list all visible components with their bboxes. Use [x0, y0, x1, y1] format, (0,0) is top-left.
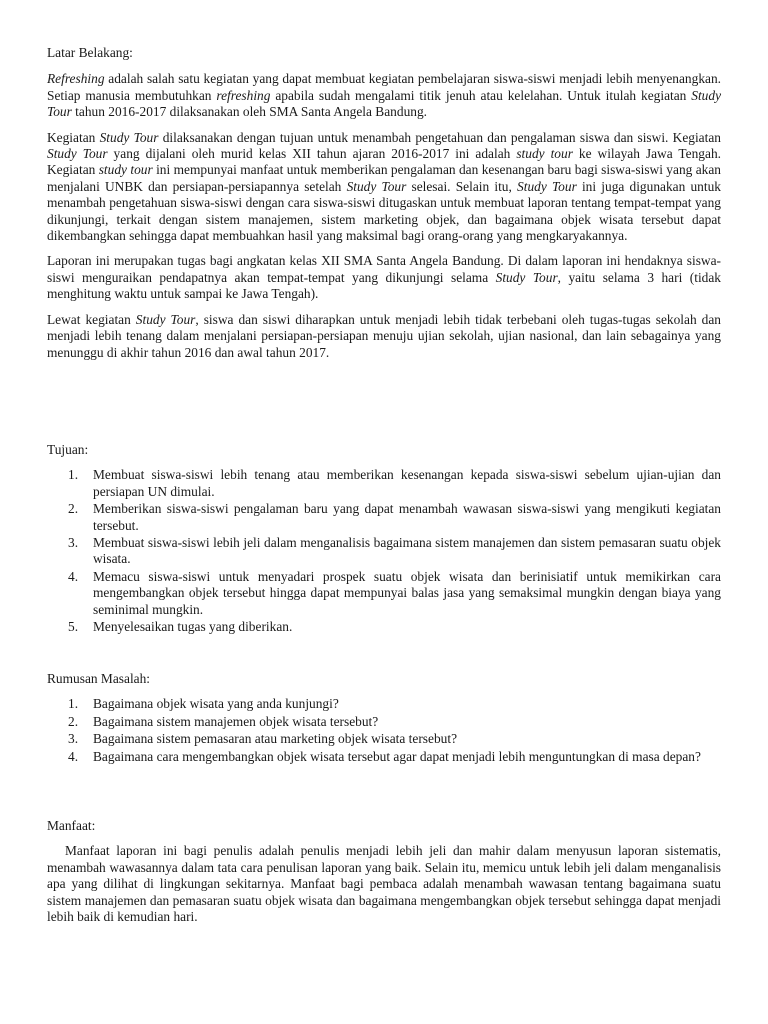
tujuan-list — [47, 467, 721, 635]
italic-term: Study Tour — [99, 129, 159, 145]
manfaat-paragraph: Manfaat laporan ini bagi penulis adalah penulis menjadi lebih jeli dan mahir dalam menyusun laporan sistematis, menambah wawasannya dalam tata cara penulisan laporan yang baik. Selain itu, memicu untuk lebih jeli dalam menganalisis apa yang dilihat di lingkungan sekitarnya. Manfaat bagi pembaca adalah menambah wawasan tentang bagaimana suatu sistem manajemen dan pemasaran suatu objek wisata dan bagaimana mengembangkan objek tersebut sehingga dapat menjadi lebih baik di kemudian hari. — [47, 843, 721, 925]
document-body — [47, 45, 722, 925]
list-number: 5. — [68, 619, 79, 635]
list-item — [47, 619, 721, 635]
text-run: adalah salah satu kegiatan yang dapat membuat kegiatan pembelajaran siswa-siswi menjadi lebih menyenangkan. Setiap manusia membutuhkan — [47, 71, 721, 103]
latar-paragraph-1 — [47, 71, 721, 120]
heading-rumusan-masalah: Rumusan Masalah: — [47, 671, 151, 686]
list-text: Bagaimana sistem pemasaran atau marketing objek wisata tersebut? — [93, 731, 458, 747]
list-number: 1. — [68, 696, 79, 712]
list-text: Membuat siswa-siswi lebih tenang atau memberikan kesenangan kepada siswa-siswi sebelum ujian-ujian dan persiapan UN dimulai. — [93, 467, 721, 499]
list-text: Membuat siswa-siswi lebih jeli dalam menganalisis bagaimana sistem manajemen dan sistem pemasaran suatu objek wisata. — [93, 535, 721, 567]
text-run: ini juga digunakan untuk menambah pengetahuan siswa-siswi dengan cara siswa-siswi ditugaskan untuk membuat laporan tentang tempat-tempat yang dikunjungi, terkait dengan sistem manajemen, sistem marketing objek, dan bagaimana objek wisata tersebut dapat dikembangkan sehingga dapat membuahkan hasil yang maksimal bagi orang-orang yang mengkaryakannya. — [47, 178, 721, 244]
list-item — [47, 696, 721, 712]
text-run: ke wilayah Jawa Tengah. Kegiatan — [47, 146, 721, 178]
list-text: Memberikan siswa-siswi pengalaman baru yang dapat menambah wawasan siswa-siswi yang mengikuti kegiatan tersebut. — [93, 501, 721, 533]
text-run: selesai. Selain itu, — [406, 178, 518, 194]
rumusan-list — [47, 696, 721, 765]
text-run: dilaksanakan dengan tujuan untuk menambah pengetahuan dan pengalaman siswa dan siswi. Kegiatan — [158, 129, 721, 145]
list-number: 3. — [68, 535, 79, 551]
list-text: Memacu siswa-siswi untuk menyadari prospek suatu objek wisata dan berinisiatif untuk memikirkan cara mengembangkan objek tersebut hingga dapat mempunyai balas jasa yang semaksimal mungkin dengan biaya yang seminimal mungkin. — [93, 568, 721, 617]
latar-paragraph-3 — [47, 253, 721, 302]
heading-tujuan: Tujuan: — [47, 442, 89, 457]
list-item — [47, 535, 721, 568]
section-latar-belakang — [47, 45, 721, 361]
list-text: Bagaimana sistem manajemen objek wisata tersebut? — [93, 713, 379, 729]
list-item — [47, 501, 721, 534]
text-run: yang dijalani oleh murid kelas XII tahun ajaran 2016-2017 ini adalah — [107, 146, 517, 162]
list-number: 1. — [68, 467, 79, 483]
list-item — [47, 569, 721, 618]
list-number: 3. — [68, 731, 79, 747]
italic-term: study tour — [516, 146, 573, 162]
list-text: Menyelesaikan tugas yang diberikan. — [93, 619, 293, 635]
italic-term: Study Tour — [495, 269, 558, 285]
list-item — [47, 714, 721, 730]
latar-paragraph-4 — [47, 312, 721, 361]
list-item — [47, 467, 721, 500]
latar-paragraphs — [47, 71, 721, 361]
italic-term: study tour — [98, 162, 153, 178]
list-number: 4. — [68, 568, 79, 584]
italic-term: Refreshing — [47, 71, 105, 87]
italic-term: refreshing — [216, 87, 271, 103]
italic-term: Study Tour — [517, 178, 577, 194]
text-run: Kegiatan — [47, 129, 100, 145]
text-run: , yaitu selama 3 hari (tidak menghitung waktu untuk sampai ke Jawa Tengah). — [47, 269, 721, 302]
text-run: Lewat kegiatan — [47, 311, 136, 327]
section-manfaat — [47, 818, 721, 934]
heading-manfaat: Manfaat: — [47, 818, 96, 833]
list-item — [47, 731, 721, 747]
list-number: 4. — [68, 748, 79, 764]
italic-term: Study Tour — [47, 146, 108, 162]
text-run: apabila sudah mengalami titik jenuh atau kelelahan. Untuk itulah kegiatan — [270, 87, 692, 103]
list-number: 2. — [68, 501, 79, 517]
list-number: 2. — [68, 713, 79, 729]
heading-latar-belakang: Latar Belakang: — [47, 45, 133, 60]
section-tujuan — [47, 442, 721, 636]
section-rumusan-masalah — [47, 671, 721, 766]
italic-term: Study Tour — [346, 178, 407, 194]
text-run: , siswa dan siswi diharapkan untuk menjadi lebih tidak terbebani oleh tugas-tugas sekolah dan menjadi lebih tenang dalam menjalani persiapan-persiapan menuju ujian sekolah, ujian nasional, dan lain sebagainya yang menunggu di akhir tahun 2016 dan awal tahun 2017. — [47, 311, 721, 360]
latar-paragraph-2 — [47, 130, 721, 245]
list-text: Bagaimana objek wisata yang anda kunjungi? — [93, 696, 339, 712]
list-text: Bagaimana cara mengembangkan objek wisata tersebut agar dapat menjadi lebih menguntungkan di masa depan? — [93, 748, 701, 764]
text-run: tahun 2016-2017 dilaksanakan oleh SMA Santa Angela Bandung. — [71, 104, 427, 120]
text-run: ini mempunyai manfaat untuk memberikan pengalaman dan kesenangan baru bagi siswa-siswi yang akan menjalani UNBK dan persiapan-persiapannya setelah — [47, 162, 721, 194]
list-item — [47, 749, 721, 765]
italic-term: Study Tour — [47, 87, 722, 120]
italic-term: Study Tour — [135, 311, 196, 327]
text-run: Laporan ini merupakan tugas bagi angkatan kelas XII SMA Santa Angela Bandung. Di dalam laporan ini hendaknya siswa-siswi menguraikan pendapatnya akan tempat-tempat yang dikunjungi selama — [47, 253, 721, 285]
